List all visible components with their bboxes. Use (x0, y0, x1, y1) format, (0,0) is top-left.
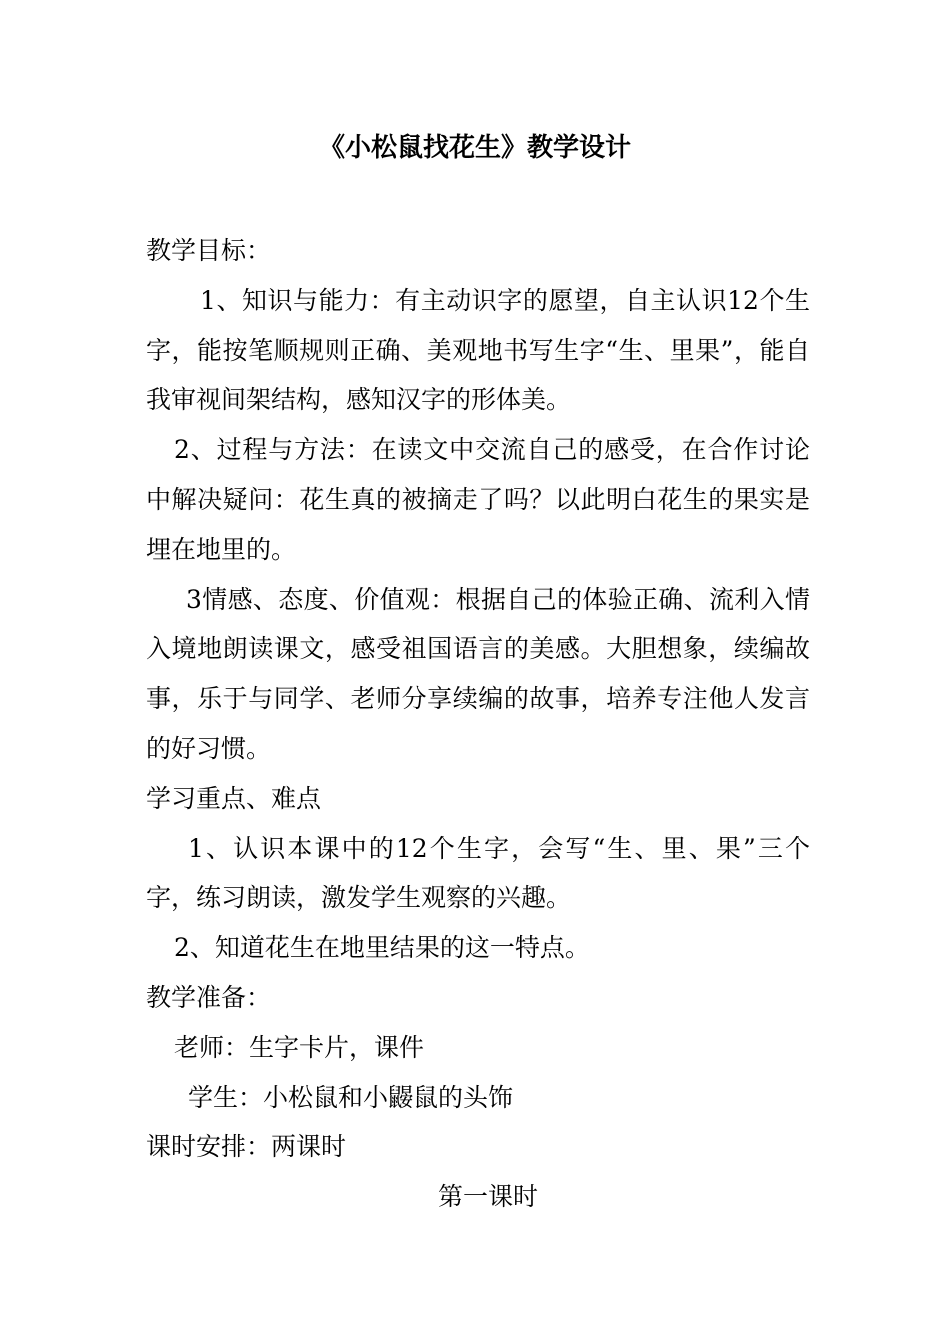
key-point-2: 2、知道花生在地里结果的这一特点。 (174, 933, 590, 963)
document-body (146, 226, 810, 1222)
key-point-1: 1、认识本课中的12个生字，会写“生、里、果”三个字，练习朗读，激发学生观察的兴趣。 (146, 833, 810, 913)
section-heading-preparation: 教学准备： (146, 982, 272, 1012)
schedule-line: 课时安排：两课时 (146, 1132, 347, 1162)
objective-process: 2、过程与方法：在读文中交流自己的感受，在合作讨论中解决疑问：花生真的被摘走了吗？以此明白花生的果实是埋在地里的。 (146, 435, 810, 564)
preparation-students: 学生：小松鼠和小鼹鼠的头饰 (188, 1082, 514, 1112)
lesson-heading-first: 第一课时 (437, 1182, 538, 1212)
document-title: 《小松鼠找花生》教学设计 (318, 133, 631, 163)
preparation-teacher: 老师：生字卡片，课件 (174, 1032, 425, 1062)
section-heading-key-points: 学习重点、难点 (146, 783, 322, 813)
objective-emotion: 3情感、态度、价值观：根据自己的体验正确、流利入情入境地朗读课文，感受祖国语言的美感。大胆想象，续编故事，乐于与同学、老师分享续编的故事，培养专注他人发言的好习惯。 (146, 584, 810, 763)
section-heading-objectives: 教学目标： (146, 236, 272, 265)
objective-knowledge: 1、知识与能力：有主动识字的愿望，自主认识12个生字，能按笔顺规则正确、美观地书写生字“生、里果”，能自我审视间架结构，感知汉字的形体美。 (146, 285, 810, 415)
